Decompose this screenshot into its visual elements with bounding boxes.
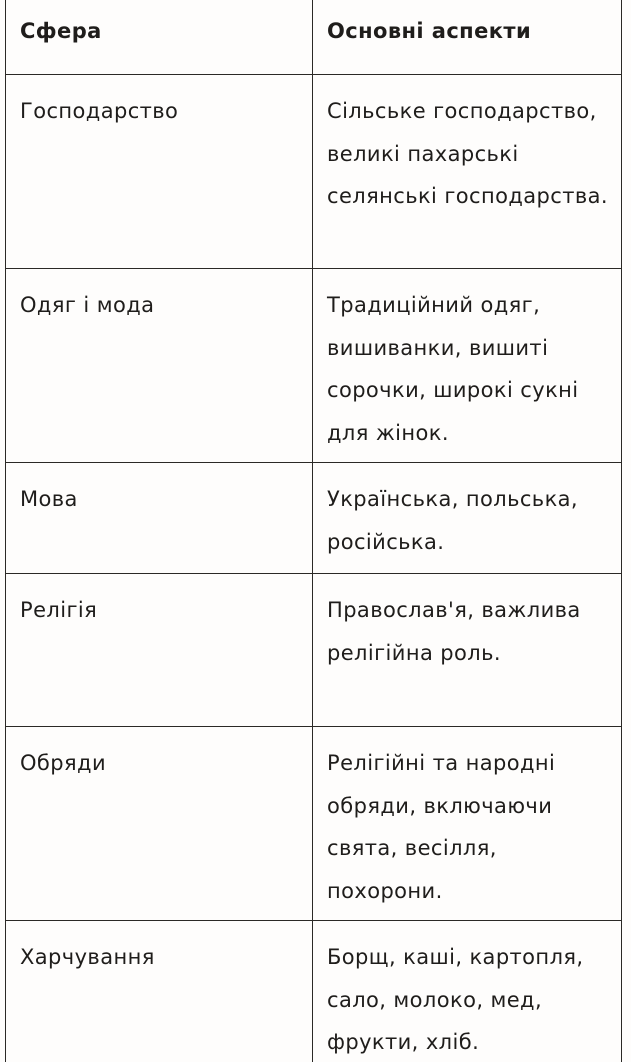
header-aspects: Основні аспекти (313, 0, 622, 75)
cell-aspects: Релігійні та народні обряди, включаючи свята, весілля, похорони. (313, 727, 622, 921)
table-row (6, 269, 622, 463)
spheres-table (5, 0, 622, 1062)
cell-aspects: Сільське господарство, великі пахарські селянські господарства. (313, 75, 622, 269)
cell-sphere: Господарство (6, 75, 313, 269)
header-sphere: Сфера (6, 0, 313, 75)
table-row (6, 574, 622, 727)
cell-sphere: Обряди (6, 727, 313, 921)
cell-sphere: Релігія (6, 574, 313, 727)
table-row (6, 463, 622, 574)
cell-aspects: Борщ, каші, картопля, сало, молоко, мед, фрукти, хліб. (313, 921, 622, 1062)
table-row (6, 921, 622, 1062)
cell-sphere: Одяг і мода (6, 269, 313, 463)
cell-sphere: Мова (6, 463, 313, 574)
cell-aspects: Українська, польська, російська. (313, 463, 622, 574)
cell-aspects: Традиційний одяг, вишиванки, вишиті сорочки, широкі сукні для жінок. (313, 269, 622, 463)
cell-aspects: Православ'я, важлива релігійна роль. (313, 574, 622, 727)
cell-sphere: Харчування (6, 921, 313, 1062)
table-row (6, 75, 622, 269)
table-header-row (6, 0, 622, 75)
table-row (6, 727, 622, 921)
